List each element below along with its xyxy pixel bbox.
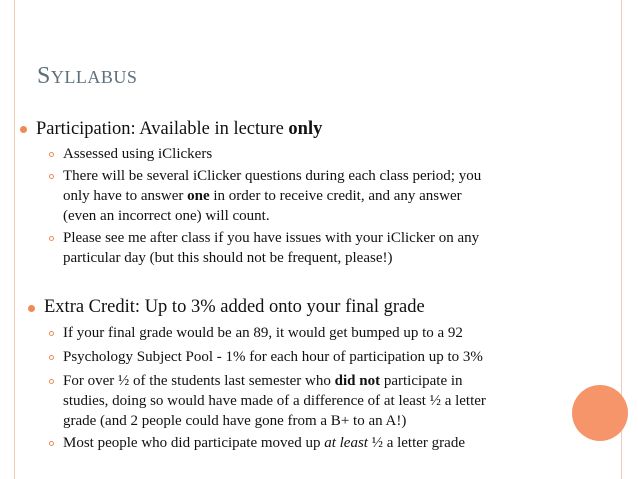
sub-bullet-ring-icon [49,441,54,446]
list-item-line: studies, doing so would have made of a difference of at least ½ a letter [63,393,486,409]
list-item: If your final grade would be an 89, it would get bumped up to a 92 [63,325,463,341]
section-extra-credit-heading: Extra Credit: Up to 3% added onto your final grade [44,297,425,317]
list-item: Most people who did participate moved up at least ½ a letter grade [63,435,465,451]
sub-bullet-ring-icon [49,236,54,241]
list-item: Psychology Subject Pool - 1% for each hour of participation up to 3% [63,349,483,365]
slide-title: SYLLABUS [37,63,138,89]
list-item-line: only have to answer one in order to receive credit, and any answer [63,188,462,204]
sub-bullet-ring-icon [49,152,54,157]
list-item-line: Please see me after class if you have issues with your iClicker on any [63,230,480,246]
section-participation-heading: Participation: Available in lecture only [36,119,323,139]
list-item-line: (even an incorrect one) will count. [63,208,270,224]
bullet-dot-icon [28,305,35,312]
list-item-line: particular day (but this should not be frequent, please!) [63,250,393,266]
list-item: Assessed using iClickers [63,146,213,162]
list-item-line: There will be several iClicker questions during each class period; you [63,168,482,184]
decorative-orange-circle [572,385,628,441]
list-item-line: grade (and 2 people could have gone from a B+ to an A!) [63,413,407,429]
sub-bullet-ring-icon [49,174,54,179]
sub-bullet-ring-icon [49,355,54,360]
left-border-line [14,0,15,479]
sub-bullet-ring-icon [49,379,54,384]
sub-bullet-ring-icon [49,331,54,336]
list-item-line: For over ½ of the students last semester who did not participate in [63,373,463,389]
bullet-dot-icon [20,126,27,133]
